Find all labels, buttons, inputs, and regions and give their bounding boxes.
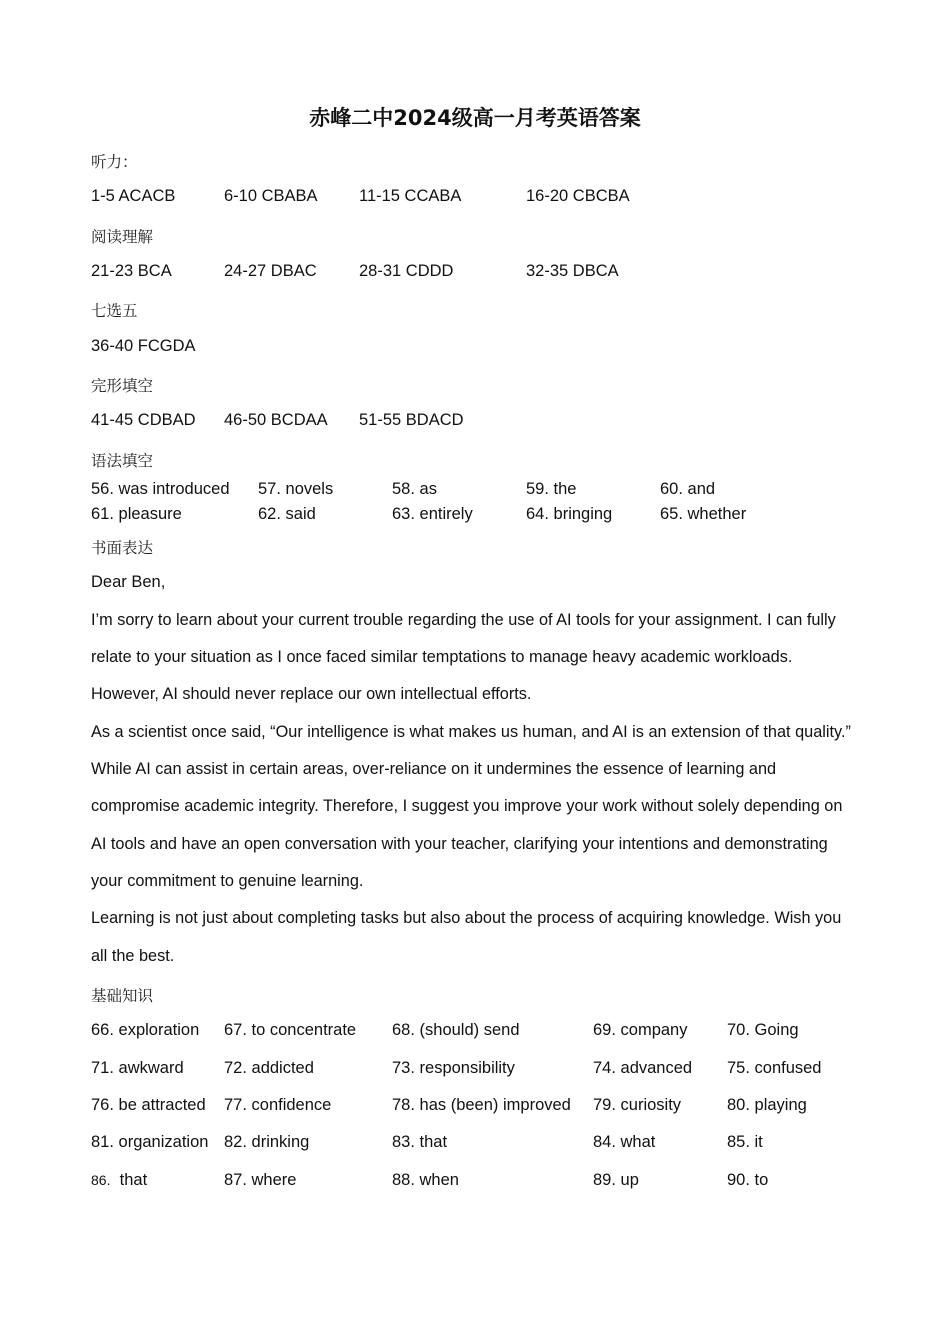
answer-group: 46-50 BCDAA (224, 411, 328, 429)
answer-group: 24-27 DBAC (224, 262, 317, 280)
grammar-answer: 58. as (392, 480, 437, 498)
section-cloze: 完形填空 (91, 377, 154, 395)
answer-group: 21-23 BCA (91, 262, 172, 280)
basics-answer: 78. has (been) improved (392, 1096, 571, 1114)
answer-group: 28-31 CDDD (359, 262, 454, 280)
basics-answer: 90. to (727, 1171, 769, 1189)
section-basics: 基础知识 (91, 987, 154, 1005)
basics-answer: 77. confidence (224, 1096, 332, 1114)
basics-answer: 72. addicted (224, 1059, 314, 1077)
basics-answer: 73. responsibility (392, 1059, 515, 1077)
grammar-answer: 62. said (258, 505, 316, 523)
basics-answer: 68. (should) send (392, 1021, 520, 1039)
basics-answer-86 (91, 1171, 147, 1190)
grammar-answer: 64. bringing (526, 505, 613, 523)
basics-answer: 89. up (593, 1171, 639, 1189)
answer-group: 51-55 BDACD (359, 411, 464, 429)
essay-line: While AI can assist in certain areas, over-reliance on it undermines the essence of learning and (91, 760, 777, 778)
basics-number-86: 86. (91, 1172, 111, 1188)
basics-answer: 71. awkward (91, 1059, 184, 1077)
section-listening: 听力： (91, 153, 138, 171)
basics-answer: 75. confused (727, 1059, 822, 1077)
basics-answer: 85. it (727, 1133, 763, 1151)
essay-line: Learning is not just about completing tasks but also about the process of acquiring knowledge. Wish you (91, 909, 842, 927)
answer-group: 16-20 CBCBA (526, 187, 630, 205)
basics-answer: 69. company (593, 1021, 688, 1039)
essay-line: all the best. (91, 947, 175, 965)
essay-line: As a scientist once said, “Our intelligence is what makes us human, and AI is an extension of that quality.” (91, 723, 851, 741)
basics-answer: 70. Going (727, 1021, 799, 1039)
basics-answer: 87. where (224, 1171, 297, 1189)
basics-answer: 66. exploration (91, 1021, 200, 1039)
basics-answer: 67. to concentrate (224, 1021, 357, 1039)
essay-line: relate to your situation as I once faced similar temptations to manage heavy academic workloads. (91, 648, 793, 666)
basics-answer: 88. when (392, 1171, 459, 1189)
answer-group: 32-35 DBCA (526, 262, 619, 280)
section-grammar: 语法填空 (91, 452, 154, 470)
answer-group: 1-5 ACACB (91, 187, 176, 205)
answer-group: 6-10 CBABA (224, 187, 318, 205)
basics-answer: 82. drinking (224, 1133, 310, 1151)
grammar-answer: 65. whether (660, 505, 747, 523)
section-seven-five: 七选五 (91, 302, 138, 320)
basics-answer: 83. that (392, 1133, 448, 1151)
basics-answer: 84. what (593, 1133, 656, 1151)
grammar-answer: 60. and (660, 480, 716, 498)
answer-group: 41-45 CDBAD (91, 411, 196, 429)
essay-line: However, AI should never replace our own intellectual efforts. (91, 685, 532, 703)
basics-answer: 76. be attracted (91, 1096, 206, 1114)
section-writing: 书面表达 (91, 539, 154, 557)
grammar-answer: 57. novels (258, 480, 334, 498)
essay-line: AI tools and have an open conversation with your teacher, clarifying your intentions and demonstrating (91, 835, 828, 853)
basics-answer: 79. curiosity (593, 1096, 682, 1114)
answer-group: 36-40 FCGDA (91, 337, 196, 355)
grammar-answer: 56. was introduced (91, 480, 230, 498)
basics-answer: 74. advanced (593, 1059, 693, 1077)
basics-value-86: that (119, 1171, 148, 1189)
essay-greeting: Dear Ben, (91, 573, 166, 591)
answer-group: 11-15 CCABA (359, 187, 462, 205)
essay-line: compromise academic integrity. Therefore, I suggest you improve your work without solely depending on (91, 797, 843, 815)
page-title: 赤峰二中2024级高一月考英语答案 (309, 106, 641, 130)
essay-line: I’m sorry to learn about your current trouble regarding the use of AI tools for your assignment. I can fully (91, 611, 836, 629)
basics-answer: 80. playing (727, 1096, 807, 1114)
basics-answer: 81. organization (91, 1133, 209, 1151)
grammar-answer: 59. the (526, 480, 577, 498)
essay-line: your commitment to genuine learning. (91, 872, 364, 890)
grammar-answer: 61. pleasure (91, 505, 182, 523)
section-reading: 阅读理解 (91, 228, 154, 246)
grammar-answer: 63. entirely (392, 505, 473, 523)
